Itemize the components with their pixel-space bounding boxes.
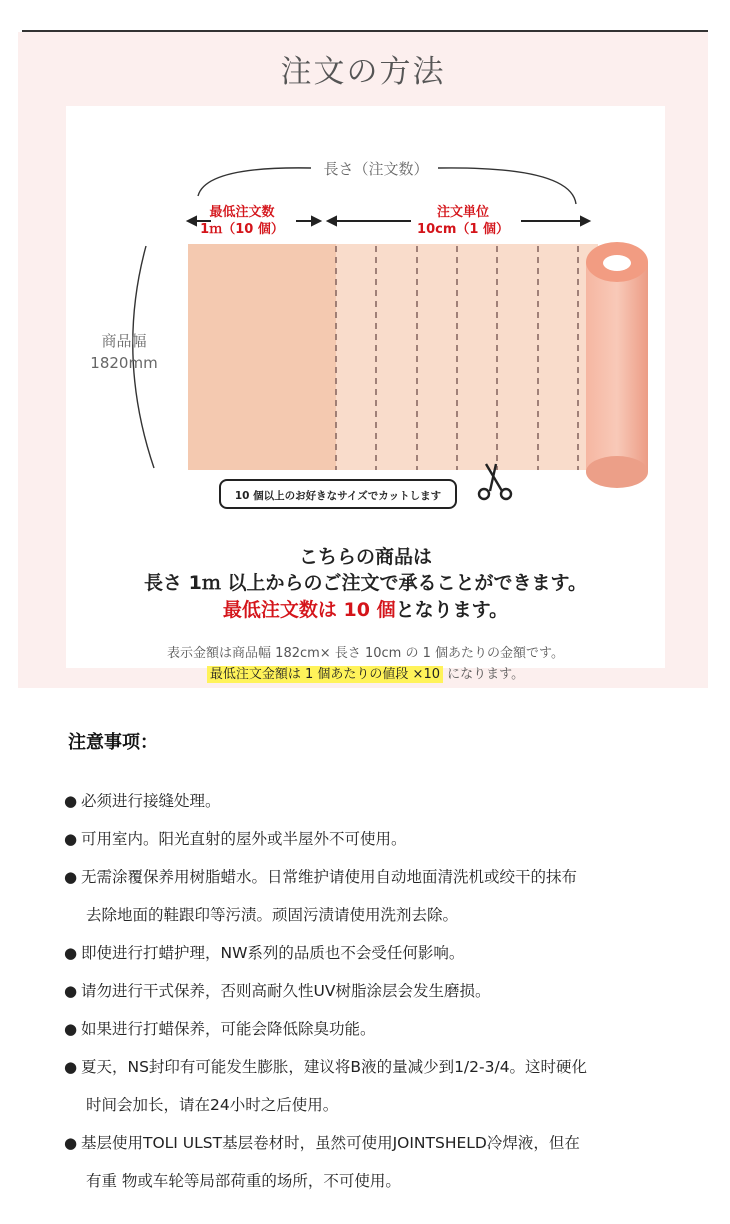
price-note-2 bbox=[66, 663, 665, 682]
note-text: 必须进行接缝处理。 bbox=[81, 792, 221, 810]
order-method-panel bbox=[18, 32, 708, 688]
roll-core bbox=[603, 255, 631, 271]
min-order-highlight: 最低注文数は 10 個 bbox=[222, 599, 396, 621]
min-order-label-1: 最低注文数 bbox=[209, 205, 275, 220]
bullet-icon: ● bbox=[64, 868, 78, 886]
length-label: 長さ（注文数） bbox=[323, 160, 429, 178]
length-arc-left bbox=[198, 168, 311, 196]
note-text: 请勿进行干式保养，否则高耐久性UV树脂涂层会发生磨损。 bbox=[81, 982, 491, 1000]
list-item bbox=[64, 972, 684, 1010]
cut-note: 10 個以上のお好きなサイズでカットします bbox=[234, 490, 442, 502]
width-label-1: 商品幅 bbox=[101, 332, 147, 350]
note-text: 可用室内。阳光直射的屋外或半屋外不可使用。 bbox=[81, 830, 407, 848]
bullet-icon: ● bbox=[64, 792, 78, 810]
bullet-icon: ● bbox=[64, 1134, 78, 1152]
width-label-2: 1820mm bbox=[90, 354, 158, 372]
panel-title: 注文の方法 bbox=[280, 54, 446, 90]
list-item bbox=[64, 1048, 684, 1124]
list-item bbox=[64, 782, 684, 820]
bullet-icon: ● bbox=[64, 830, 78, 848]
list-item bbox=[64, 820, 684, 858]
note-text: 无需涂覆保养用树脂蜡水。日常维护请使用自动地面清洗机或绞干的抹布 bbox=[81, 868, 578, 886]
list-item bbox=[64, 858, 684, 934]
roll-bottom bbox=[586, 456, 648, 488]
unit-label-2: 10cm（1 個） bbox=[417, 222, 509, 237]
bullet-icon: ● bbox=[64, 1020, 78, 1038]
note-text-continued: 有重 物或车轮等局部荷重的场所，不可使用。 bbox=[86, 1172, 401, 1190]
min-price-highlight: 最低注文金額は 1 個あたりの値段 ×10 bbox=[207, 666, 443, 683]
list-item bbox=[64, 1010, 684, 1048]
note-text-continued: 去除地面的鞋跟印等污渍。顽固污渍请使用洗剂去除。 bbox=[86, 906, 459, 924]
list-item bbox=[64, 1124, 684, 1200]
price-note-1: 表示金額は商品幅 182cm× 長さ 10cm の 1 個あたりの金額です。 bbox=[167, 646, 564, 661]
length-arc-right bbox=[438, 168, 576, 204]
roll-body bbox=[586, 262, 648, 472]
list-item bbox=[64, 934, 684, 972]
message-line-1: こちらの商品は bbox=[298, 546, 432, 568]
min-order-fabric bbox=[188, 244, 336, 470]
note-text: 即使进行打蜡护理，NW系列的品质也不会受任何影响。 bbox=[81, 944, 465, 962]
notes-list bbox=[64, 782, 684, 1200]
price-note-2-rest: になります。 bbox=[447, 667, 525, 682]
bullet-icon: ● bbox=[64, 982, 78, 1000]
note-text: 如果进行打蜡保养，可能会降低除臭功能。 bbox=[81, 1020, 376, 1038]
note-text: 夏天，NS封印有可能发生膨胀，建议将B液的量减少到1/2-3/4。这时硬化 bbox=[81, 1058, 588, 1076]
unit-label-1: 注文単位 bbox=[436, 205, 490, 220]
note-text-continued: 时间会加长，请在24小时之后使用。 bbox=[86, 1096, 339, 1114]
min-order-label-2: 1ｍ（10 個） bbox=[200, 222, 284, 237]
bullet-icon: ● bbox=[64, 944, 78, 962]
bullet-icon: ● bbox=[64, 1058, 78, 1076]
message-line-3-rest: となります。 bbox=[395, 599, 509, 621]
note-text: 基层使用TOLI ULST基层卷材时，虽然可使用JOINTSHELD冷焊液，但在 bbox=[81, 1134, 580, 1152]
roll-diagram bbox=[66, 106, 665, 526]
notes-heading: 注意事项： bbox=[68, 732, 158, 753]
order-diagram-card bbox=[66, 106, 665, 682]
message-line-3 bbox=[66, 595, 665, 622]
message-line-2: 長さ 1ｍ 以上からのご注文で承ることができます。 bbox=[144, 572, 587, 594]
